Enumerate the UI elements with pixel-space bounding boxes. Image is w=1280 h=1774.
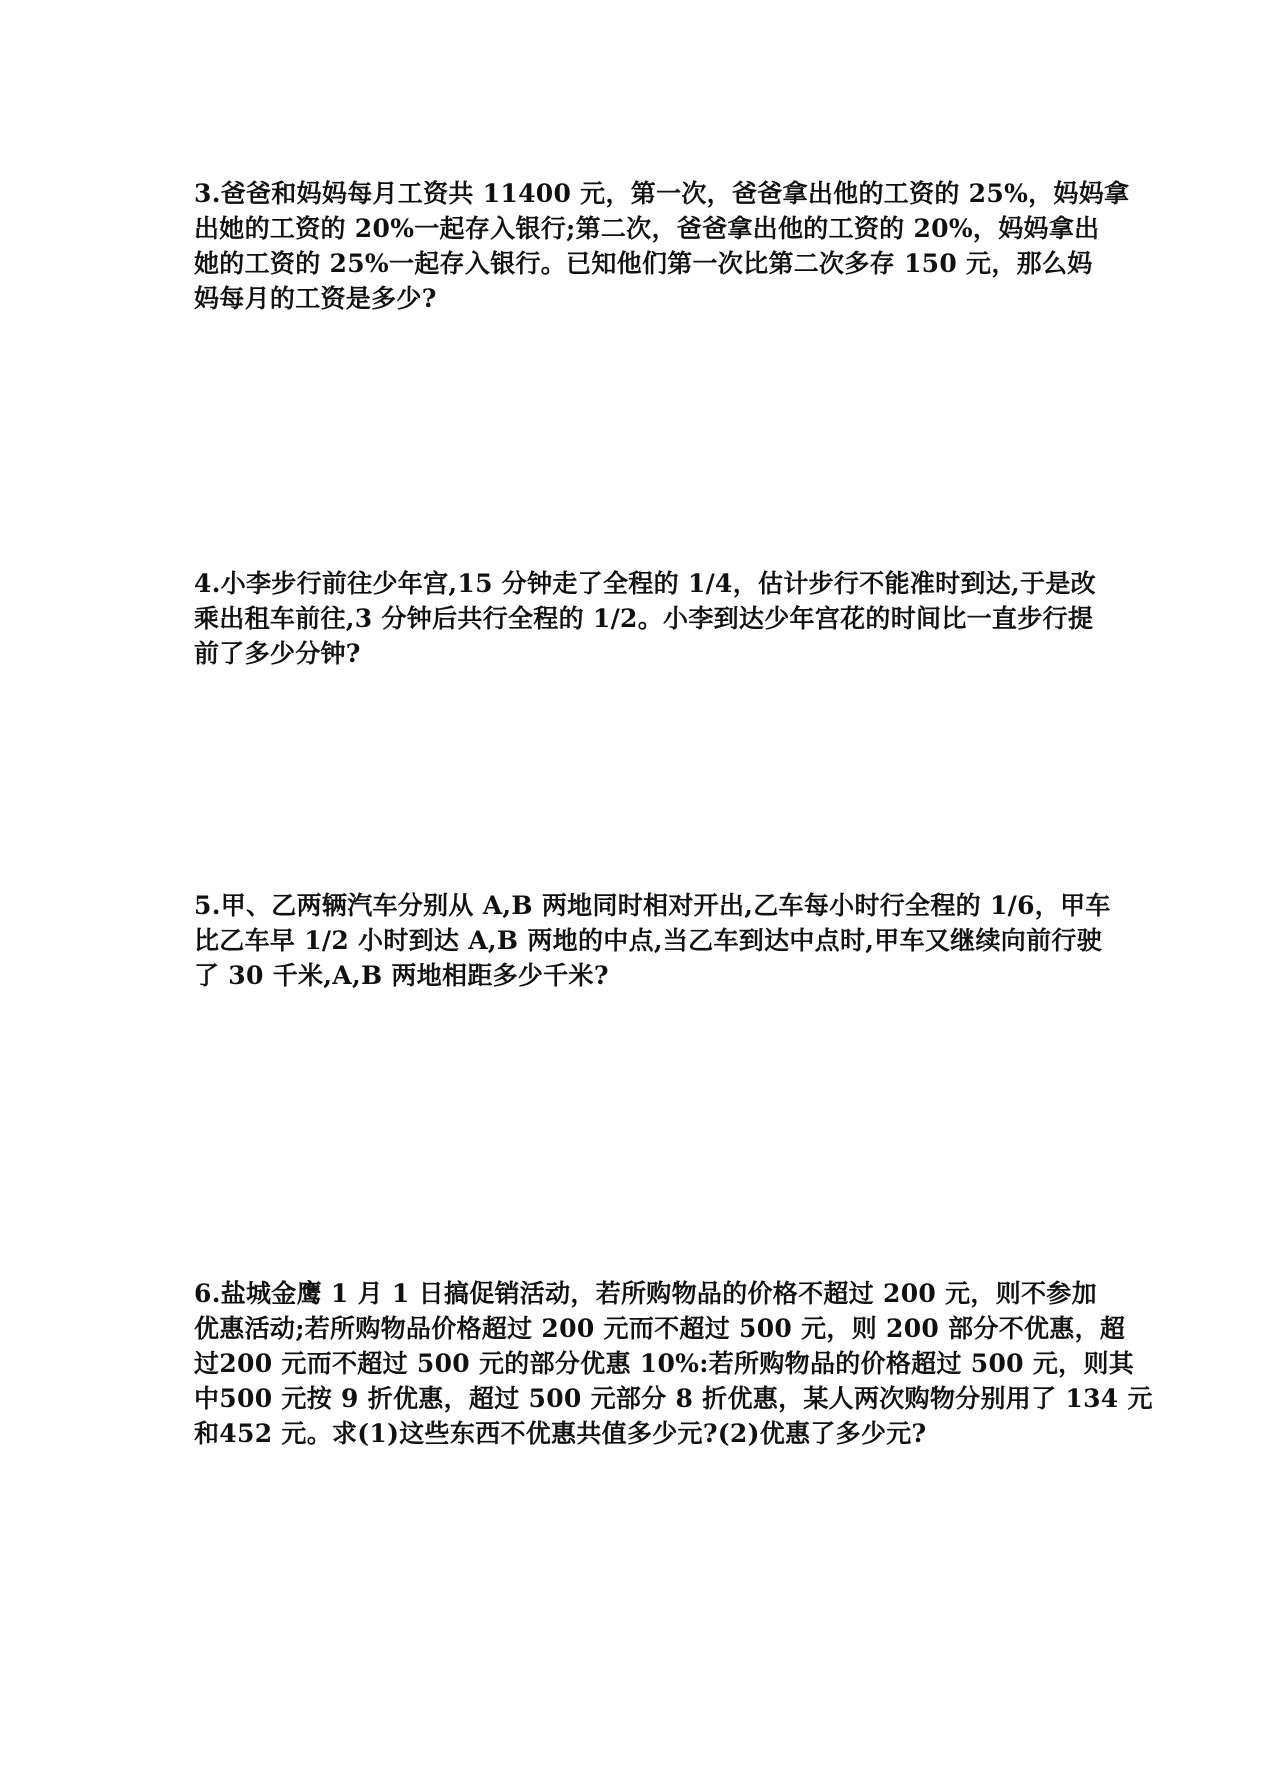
problem-text-line: 了 30 千米,A,B 两地相距多少千米? <box>194 961 609 990</box>
problem-text-line: 中500 元按 9 折优惠，超过 500 元部分 8 折优惠，某人两次购物分别用了 134 元 <box>194 1384 1153 1413</box>
problem-text-line: 6.盐城金鹰 1 月 1 日搞促销活动，若所购物品的价格不超过 200 元，则不参加 <box>194 1279 1097 1308</box>
problem-text-line: 3.爸爸和妈妈每月工资共 11400 元，第一次，爸爸拿出他的工资的 25%，妈妈拿 <box>194 179 1130 208</box>
problem-text-line: 她的工资的 25%一起存入银行。已知他们第一次比第二次多存 150 元，那么妈 <box>194 249 1093 278</box>
problem-text-line: 过200 元而不超过 500 元的部分优惠 10%:若所购物品的价格超过 500 元，则其 <box>194 1349 1135 1378</box>
problem-3 <box>194 176 1130 316</box>
problem-text-line: 前了多少分钟? <box>194 639 361 668</box>
problem-text-line: 乘出租车前往,3 分钟后共行全程的 1/2。小李到达少年宫花的时间比一直步行提 <box>194 604 1094 633</box>
problem-text-line: 和452 元。求(1)这些东西不优惠共值多少元?(2)优惠了多少元? <box>194 1419 927 1448</box>
problem-4 <box>194 566 1096 671</box>
problem-text-line: 5.甲、乙两辆汽车分别从 A,B 两地同时相对开出,乙车每小时行全程的 1/6，甲车 <box>194 891 1111 920</box>
problem-text-line: 优惠活动;若所购物品价格超过 200 元而不超过 500 元，则 200 部分不优惠，超 <box>194 1314 1126 1343</box>
problem-text-line: 4.小李步行前往少年宫,15 分钟走了全程的 1/4，估计步行不能准时到达,于是改 <box>194 569 1096 598</box>
problem-6 <box>194 1276 1153 1451</box>
problem-text-line: 出她的工资的 20%一起存入银行;第二次，爸爸拿出他的工资的 20%，妈妈拿出 <box>194 214 1100 243</box>
problem-text-line: 比乙车早 1/2 小时到达 A,B 两地的中点,当乙车到达中点时,甲车又继续向前行驶 <box>194 926 1102 955</box>
problem-5 <box>194 888 1111 993</box>
problem-text-line: 妈每月的工资是多少? <box>194 284 437 313</box>
